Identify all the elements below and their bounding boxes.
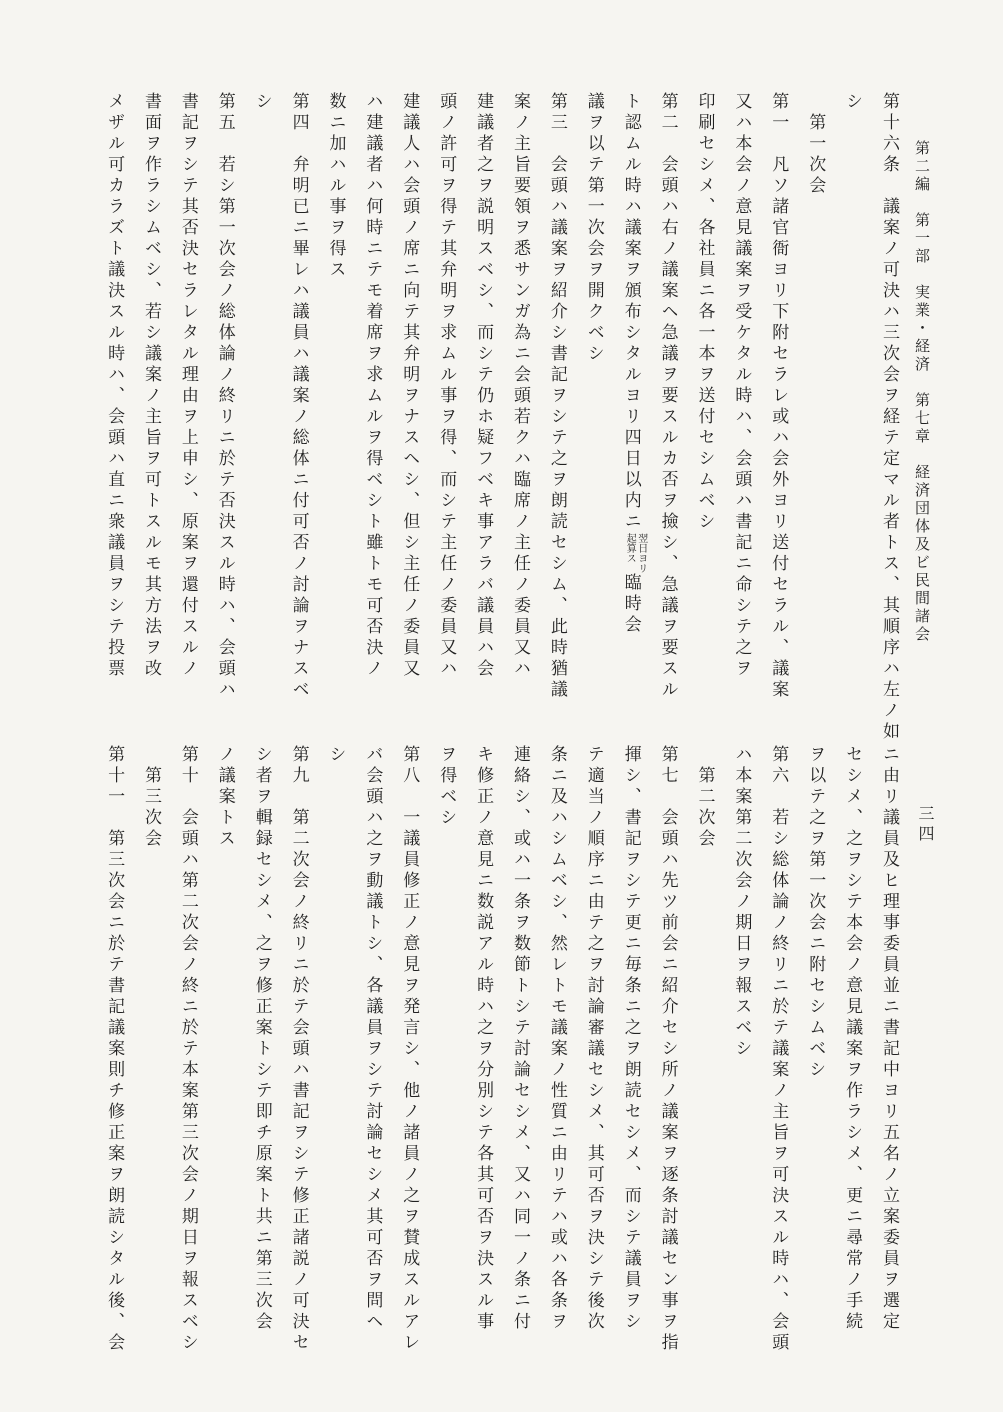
text-column bbox=[879, 92, 899, 743]
inline-annotation-line: 起算ス bbox=[624, 533, 636, 563]
text-column-line: 又ハ本会ノ意見議案ヲ受ケタル時ハ、会頭ハ書記ニ命シテ之ヲ bbox=[731, 92, 752, 680]
text-column-line: 第九 第二次会ノ終リニ於テ会頭ハ書記ヲシテ修正諸説ノ可決セ bbox=[288, 745, 309, 1354]
text-column-line: バ会頭ハ之ヲ動議トシ、各議員ヲシテ討論セシメ其可否ヲ問ヘ bbox=[362, 745, 383, 1333]
text-column-line: 第十一 第三次会ニ於テ書記議案則チ修正案ヲ朗読シタル後、会 bbox=[104, 745, 125, 1354]
text-column-line: 書記ヲシテ其否決セラレタル理由ヲ上申シ、原案ヲ還付スルノ bbox=[177, 92, 198, 680]
text-column-line: 第八 一議員修正ノ意見ヲ発言シ、他ノ諸員ノ之ヲ賛成スルアレ bbox=[399, 745, 420, 1354]
text-column-line: 第一次会 bbox=[805, 92, 826, 197]
text-column-line: 書面ヲ作ラシムベシ、若シ議案ノ主旨ヲ可トスルモ其方法ヲ改 bbox=[141, 92, 161, 680]
text-column-line: シ bbox=[251, 92, 272, 113]
text-column bbox=[842, 745, 863, 1333]
text-column bbox=[696, 745, 713, 1310]
page-number: 三四 bbox=[916, 805, 935, 845]
text-column-line: セシメ、之ヲシテ本会ノ意見議案ヲ作ラシメ、更ニ尋常ノ手続 bbox=[842, 745, 863, 1333]
text-column bbox=[177, 745, 198, 1354]
text-column bbox=[399, 745, 420, 1354]
text-column-line: ハ本案第二次会ノ期日ヲ報スベシ bbox=[731, 745, 752, 1060]
text-column-line: 印刷セシメ、各社員ニ各一本ヲ送付セシムベシ bbox=[694, 92, 715, 533]
inline-annotation-tail: 臨時会 bbox=[620, 573, 641, 636]
text-column bbox=[104, 745, 125, 1354]
text-column bbox=[214, 92, 235, 701]
text-column-line: 条ニ及ハシムベシ、然レトモ議案ノ性質ニ由リテハ或ハ各条ヲ bbox=[546, 745, 567, 1333]
text-column bbox=[879, 745, 899, 1333]
inline-annotation bbox=[624, 533, 647, 573]
running-header: 第二編 第一部 実業・経済 第七章 経済団体及ビ民間諸会 bbox=[913, 140, 931, 644]
text-column bbox=[288, 745, 309, 1354]
text-column-line: キ修正ノ意見ニ数説アル時ハ之ヲ分別シテ各其可否ヲ決スル事 bbox=[473, 745, 494, 1333]
text-column bbox=[436, 92, 457, 680]
text-column bbox=[768, 92, 789, 701]
text-column-line: ヲ以テ之ヲ第一次会ニ附セシムベシ bbox=[805, 745, 826, 1081]
text-column-line: ニ由リ議員及ヒ理事委員並ニ書記中ヨリ五名ノ立案委員ヲ選定 bbox=[879, 745, 899, 1333]
text-column bbox=[327, 745, 344, 1310]
text-column bbox=[805, 745, 826, 1310]
text-column bbox=[657, 92, 678, 701]
text-column-line: ヲ得ベシ bbox=[436, 745, 457, 829]
text-column bbox=[731, 745, 752, 1310]
text-column-line: 第二次会 bbox=[694, 745, 715, 850]
text-column bbox=[546, 92, 567, 701]
text-column-line: ハ建議者ハ何時ニテモ着席ヲ求ムルヲ得ベシト雖トモ可否決ノ bbox=[362, 92, 383, 680]
text-column-line: ト認ムル時ハ議案ヲ頒布シタルヨリ四日以内ニ bbox=[620, 92, 641, 533]
text-column-line: 案ノ主旨要領ヲ悉サンガ為ニ会頭若クハ臨席ノ主任ノ委員又ハ bbox=[510, 92, 530, 680]
text-column-line: 第七 会頭ハ先ツ前会ニ紹介セシ所ノ議案ヲ逐条討議セン事ヲ指 bbox=[657, 745, 678, 1354]
inline-annotation-line: 翌日ヨリ bbox=[635, 533, 647, 573]
text-column-line: 議ヲ以テ第一次会ヲ開クベシ bbox=[583, 92, 604, 365]
text-column bbox=[141, 92, 161, 680]
text-column-line: 揮シ、書記ヲシテ更ニ毎条ニ之ヲ朗読セシメ、而シテ議員ヲシ bbox=[620, 745, 641, 1333]
text-column-line: テ適当ノ順序ニ由テ之ヲ討論審議セシメ、其可否ヲ決シテ後次 bbox=[583, 745, 604, 1333]
text-column bbox=[362, 745, 383, 1333]
text-column bbox=[253, 92, 270, 652]
text-column-line: ノ議案トス bbox=[214, 745, 235, 850]
text-column bbox=[731, 92, 752, 680]
text-column bbox=[585, 92, 602, 652]
text-column-line: 連絡シ、或ハ一条ヲ数節トシテ討論セシメ、又ハ同一ノ条ニ付 bbox=[510, 745, 530, 1333]
text-column bbox=[805, 92, 826, 652]
text-column bbox=[362, 92, 383, 680]
text-column-line: シ bbox=[325, 745, 346, 766]
text-column bbox=[327, 92, 344, 652]
text-column-line: メザル可カラズト議決スル時ハ、会頭ハ直ニ衆議員ヲシテ投票 bbox=[104, 92, 125, 680]
text-column bbox=[510, 92, 530, 680]
text-column-line: シ者ヲ輯録セシメ、之ヲ修正案トシテ即チ原案ト共ニ第三次会 bbox=[251, 745, 272, 1333]
text-column bbox=[696, 92, 713, 652]
text-column bbox=[399, 92, 420, 680]
text-column bbox=[288, 92, 309, 701]
text-column-line: 第十六条 議案ノ可決ハ三次会ヲ経テ定マル者トス、其順序ハ左ノ如 bbox=[879, 92, 899, 743]
text-column-line: 第二 会頭ハ右ノ議案ヘ急議ヲ要スルカ否ヲ撿シ、急議ヲ要スル bbox=[657, 92, 678, 701]
text-column bbox=[142, 745, 159, 1310]
text-column bbox=[436, 745, 457, 1310]
text-column-line: 頭ノ許可ヲ得テ其弁明ヲ求ムル事ヲ得、而シテ主任ノ委員又ハ bbox=[436, 92, 457, 680]
text-column-line: 第六 若シ総体論ノ終リニ於テ議案ノ主旨ヲ可決スル時ハ、会頭 bbox=[768, 745, 789, 1354]
text-column bbox=[768, 745, 789, 1354]
text-column bbox=[251, 745, 272, 1333]
text-column bbox=[177, 92, 198, 680]
text-column-line: シ bbox=[842, 92, 863, 113]
text-column-line: 数ニ加ハル事ヲ得ス bbox=[325, 92, 346, 281]
text-column-line: 第十 会頭ハ第二次会ノ終ニ於テ本案第三次会ノ期日ヲ報スベシ bbox=[177, 745, 198, 1354]
text-column-line: 建議者之ヲ説明スベシ、而シテ仍ホ疑フベキ事アラバ議員ハ会 bbox=[473, 92, 494, 680]
text-column bbox=[622, 92, 647, 652]
text-column-line: 第三 会頭ハ議案ヲ紹介シ書記ヲシテ之ヲ朗読セシム、此時猶議 bbox=[546, 92, 567, 701]
text-column-line: 第一 凡ソ諸官衙ヨリ下附セラレ或ハ会外ヨリ送付セラル、議案 bbox=[768, 92, 789, 701]
text-column-line: 建議人ハ会頭ノ席ニ向テ其弁明ヲナスヘシ、但シ主任ノ委員又 bbox=[399, 92, 420, 680]
text-column-line: 第三次会 bbox=[141, 745, 161, 850]
text-column bbox=[104, 92, 125, 680]
text-column bbox=[216, 745, 233, 1310]
text-column bbox=[546, 745, 567, 1333]
text-column bbox=[842, 92, 863, 652]
text-column bbox=[583, 745, 604, 1333]
text-column bbox=[473, 745, 494, 1333]
text-column bbox=[620, 745, 641, 1333]
text-column-line: 第四 弁明已ニ畢レハ議員ハ議案ノ総体ニ付可否ノ討論ヲナスベ bbox=[288, 92, 309, 701]
text-column-line: 第五 若シ第一次会ノ総体論ノ終リニ於テ否決スル時ハ、会頭ハ bbox=[214, 92, 235, 701]
text-column bbox=[657, 745, 678, 1354]
text-column bbox=[473, 92, 494, 680]
text-column bbox=[510, 745, 530, 1333]
